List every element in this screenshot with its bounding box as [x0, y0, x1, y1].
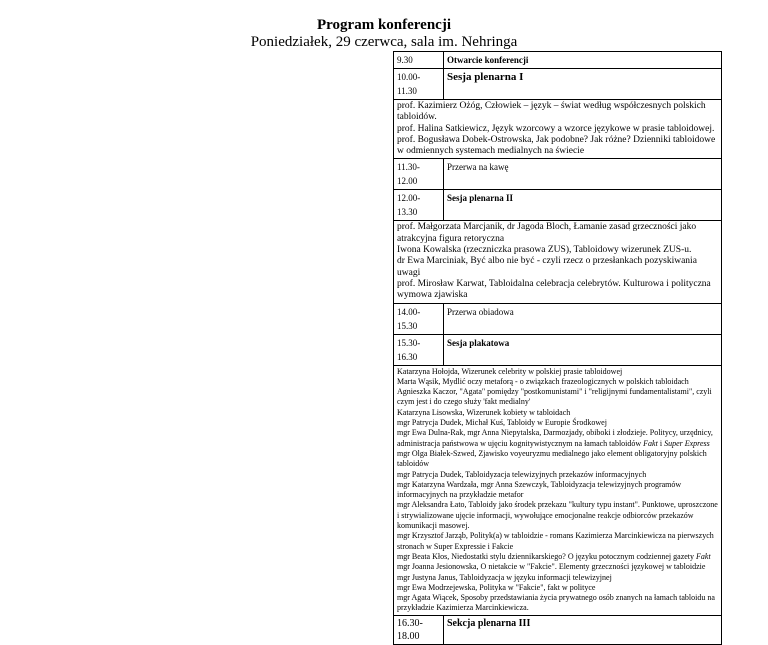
table-row — [394, 52, 722, 69]
poster-item: Katarzyna Lisowska, Wizerunek kobiety w tabloidach — [397, 407, 571, 417]
poster-item: mgr Krzysztof Jarząb, Polityk(a) w tabloidzie - romans Kazimierza Marcinkiewicza na pierwszych stronach w Super Expressie i Fakcie — [397, 531, 714, 551]
time-cell: 15.30-16.30 — [394, 334, 444, 365]
poster-item: mgr Justyna Janus, Tabloidyzacja w języku informacji telewizyjnej — [397, 572, 612, 582]
talk-item: prof. Małgorzata Marcjanik, dr Jagoda Bloch, Łamanie zasad grzeczności jako atrakcyjna figura retoryczna — [397, 222, 697, 244]
event-label: Otwarcie konferencji — [444, 52, 722, 69]
poster-item: mgr Agata Wiącek, Sposoby przedstawiania życia prywatnego osób znanych na łamach tabloidu na przykładzie Kazimierza Marcinkiewicza. — [397, 593, 715, 613]
session-content-row — [394, 365, 722, 615]
event-label: Sekcja plenarna III — [444, 615, 722, 644]
event-label: Sesja plenarna II — [444, 190, 722, 221]
session-content-row — [394, 221, 722, 303]
poster-item: mgr Olga Białek-Szwed, Zjawisko voyeuryzmu medialnego jako element obligatoryjny polskich tabloidów — [397, 448, 707, 469]
talk-item: prof. Halina Satkiewicz, Język wzorcowy a wzorce językowe w prasie tabloidowej. — [397, 123, 715, 134]
talk-item: prof. Mirosław Karwat, Tabloidalna celebracja celebrytów. Kulturowa i polityczna wymowa zjawiska — [397, 278, 711, 301]
poster-item: mgr Patrycja Dudek, Tabloidyzacja telewizyjnych przekazów informacyjnych — [397, 469, 647, 479]
table-row — [394, 334, 722, 365]
event-label: Sesja plakatowa — [444, 334, 722, 365]
table-row — [394, 615, 722, 644]
time-cell: 11.30-12.00 — [394, 159, 444, 190]
event-label: Przerwa obiadowa — [444, 303, 722, 334]
talk-item: prof. Bogusława Dobek-Ostrowska, Jak podobne? Jak różne? Dzienniki tabloidowe w odmiennych systemach medialnych na świecie — [397, 134, 716, 157]
talk-item: dr Ewa Marciniak, Być albo nie być - czyli rzecz o przesłankach pozyskiwania uwagi — [397, 256, 697, 278]
poster-item: Katarzyna Hołojda, Wizerunek celebrity w polskiej prasie tabloidowej — [397, 366, 623, 376]
poster-item: Marta Wąsik, Mydlić oczy metaforą - o związkach frazeologicznych w polskich tabloidach — [397, 376, 689, 386]
poster-session-list — [394, 365, 722, 615]
event-label: Sesja plenarna I — [444, 69, 722, 100]
session-2-talks — [394, 221, 722, 303]
page-subtitle: Poniedziałek, 29 czerwca, sala im. Nehringa — [250, 34, 518, 50]
program-table — [393, 51, 722, 645]
poster-item: mgr Patrycja Dudek, Michał Kuś, Tabloidy w Europie Środkowej — [397, 418, 607, 428]
time-cell: 14.00-15.30 — [394, 303, 444, 334]
time-cell: 10.00-11.30 — [394, 69, 444, 100]
poster-item: mgr Joanna Jesionowska, O nietakcie w "Fakcie". Elementy grzeczności językowej w tabloidzie — [397, 562, 706, 572]
talk-item: prof. Kazimierz Ożóg, Człowiek – język – świat według współczesnych polskich tabloidów. — [397, 101, 706, 123]
time-cell: 9.30 — [394, 52, 444, 69]
session-content-row — [394, 100, 722, 159]
poster-item: mgr Katarzyna Wardzała, mgr Anna Szewczyk, Tabloidyzacja telewizyjnych programów informacyjnych na przykładzie metafor — [397, 479, 682, 500]
table-row — [394, 190, 722, 221]
poster-item: mgr Aleksandra Łato, Tabloidy jako środek przekazu "kultury typu instant". Punktowe, uproszczone i strywializowane ujęcie informacji, wywołujące emocjonalne reakcje odbiorców przekazów komunikacji masowej. — [397, 500, 718, 531]
poster-item: Agnieszka Kaczor, "Agata" pomiędzy "postkomunistami" i "religijnymi fundamentalistami", czyli czym jest i do czego służy 'fakt medialny' — [397, 387, 712, 407]
table-row — [394, 69, 722, 100]
poster-item: mgr Ewa Modrzejewska, Polityka w "Fakcie", fakt w polityce — [397, 582, 596, 592]
table-row — [394, 303, 722, 334]
poster-item: mgr Ewa Dulna-Rak, mgr Anna Niepytalska, Darmozjady, obiboki i złodzieje. Politycy, urzędnicy, administracja państwowa w ujęciu kognitywistycznym na łamach tabloidów Fakt i Super Express — [397, 428, 713, 448]
poster-item: mgr Beata Kłos, Niedostatki stylu dziennikarskiego? O języku potocznym codziennej gazety Fakt — [397, 551, 711, 561]
talk-item: Iwona Kowalska (rzeczniczka prasowa ZUS), Tabloidowy wizerunek ZUS-u. — [397, 245, 692, 256]
time-cell: 16.30-18.00 — [394, 615, 444, 644]
session-1-talks — [394, 100, 722, 159]
table-row — [394, 159, 722, 190]
page-title: Program konferencji — [317, 17, 451, 33]
event-label: Przerwa na kawę — [444, 159, 722, 190]
time-cell: 12.00-13.30 — [394, 190, 444, 221]
